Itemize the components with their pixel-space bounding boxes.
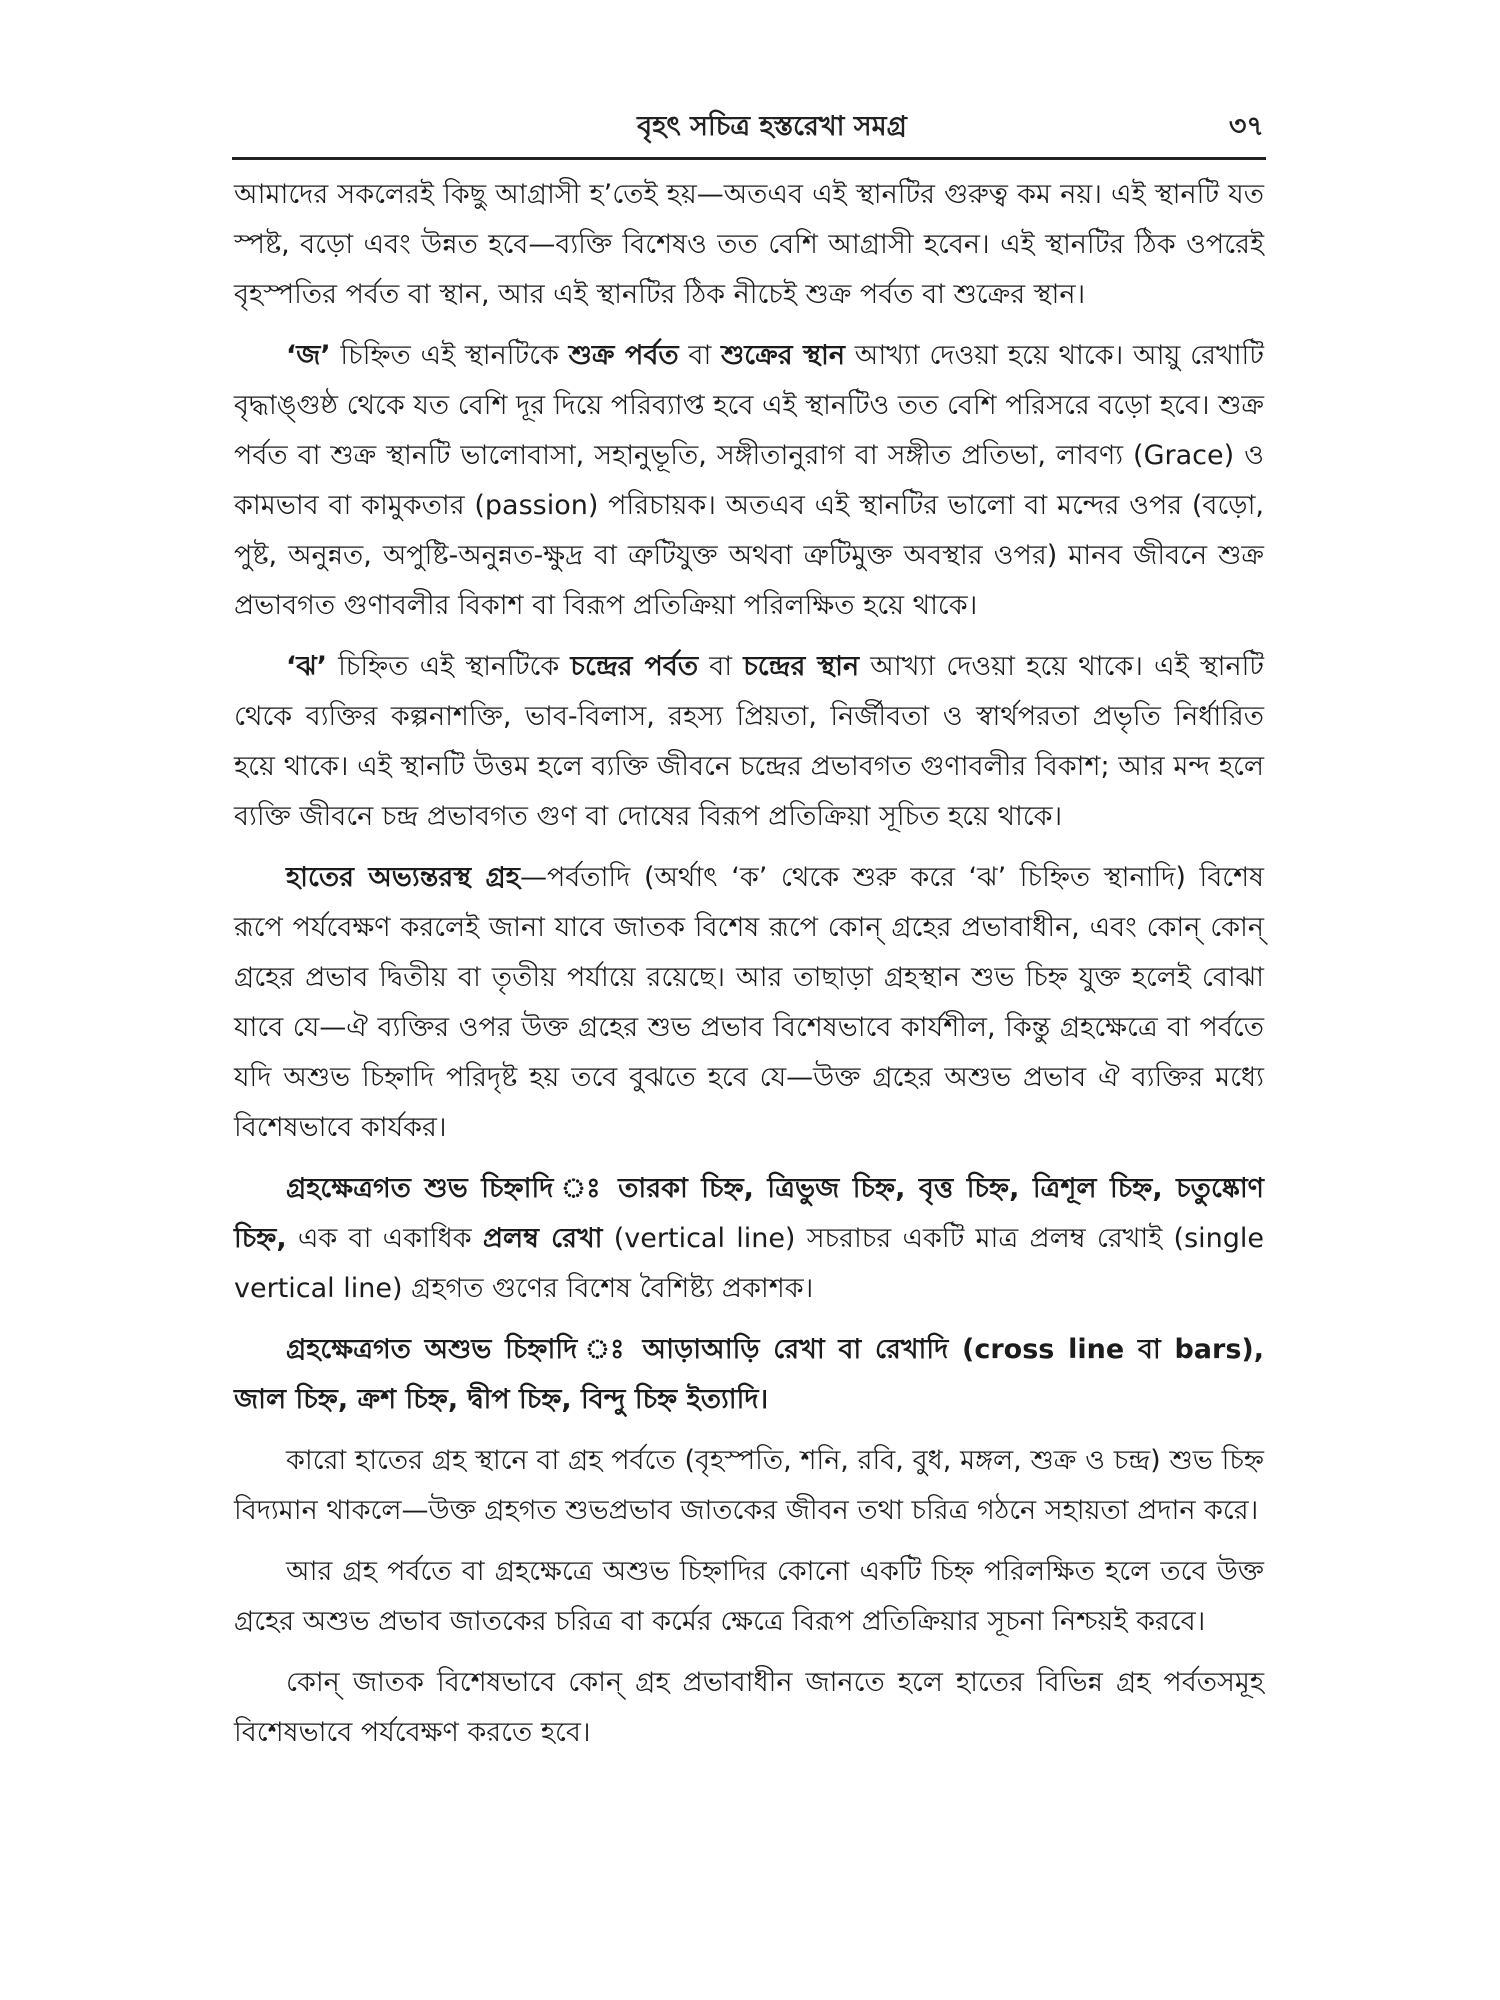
bold-text-run: ‘জ’ [286, 340, 331, 371]
bold-text-run: ‘ঝ’ [286, 651, 327, 682]
text-run: —পর্বতাদি (অর্থাৎ ‘ক’ থেকে শুরু করে ‘ঝ’ চিহ্নিত স্থানাদি) বিশেষ রূপে পর্যবেক্ষণ করলেই জানা যাবে জাতক বিশেষ রূপে কোন্ গ্রহের প্রভাবাধীন, এবং কোন্ কোন্ গ্রহের প্রভাব দ্বিতীয় বা তৃতীয় পর্যায়ে রয়েছে। আর তাছাড়া গ্রহস্থান শুভ চিহ্ন যুক্ত হলেই বোঝা যাবে যে—ঐ ব্যক্তির ওপর উক্ত গ্রহের শুভ প্রভাব বিশেষভাবে কার্যশীল, কিন্তু গ্রহক্ষেত্রে বা পর্বতে যদি অশুভ চিহ্নাদি পরিদৃষ্ট হয় তবে বুঝতে হবে যে—উক্ত গ্রহের অশুভ প্রভাব ঐ ব্যক্তির মধ্যে বিশেষভাবে কার্যকর। [234, 862, 1264, 1143]
paragraph [234, 1325, 1264, 1425]
text-run: বা [698, 651, 744, 682]
running-header [232, 103, 1266, 155]
text-run: কোন্ জাতক বিশেষভাবে কোন্ গ্রহ প্রভাবাধীন জানতে হলে হাতের বিভিন্ন গ্রহ পর্বতসমূহ বিশেষভাবে পর্যবেক্ষণ করতে হবে। [234, 1667, 1264, 1748]
text-run: কারো হাতের গ্রহ স্থানে বা গ্রহ পর্বতে (বৃহস্পতি, শনি, রবি, বুধ, মঙ্গল, শুক্র ও চন্দ্র) শুভ চিহ্ন বিদ্যমান থাকলে—উক্ত গ্রহগত শুভপ্রভাব জাতকের জীবন তথা চরিত্র গঠনে সহায়তা প্রদান করে। [234, 1445, 1264, 1526]
header-rule [232, 157, 1266, 160]
page-number: ৩৭ [1228, 111, 1264, 142]
paragraph [234, 853, 1264, 1153]
text-run: চিহ্নিত এই স্থানটিকে [326, 651, 571, 682]
text-run: (vertical line) সচরাচর একটি মাত্র প্রলম্ব রেখাই (single vertical line) গ্রহগত গুণের বিশেষ বৈশিষ্ট্য প্রকাশক। [234, 1223, 1264, 1304]
text-run: বা [678, 340, 722, 371]
paragraph [234, 642, 1264, 842]
book-title: বৃহৎ সচিত্র হস্তরেখা সমগ্র [637, 111, 907, 142]
bold-text-run: হাতের অভ্যন্তরস্থ গ্রহ [286, 862, 520, 893]
paragraph [234, 331, 1264, 631]
text-run: আমাদের সকলেরই কিছু আগ্রাসী হ’তেই হয়—অতএব এই স্থানটির গুরুত্ব কম নয়। এই স্থানটি যত স্পষ্ট, বড়ো এবং উন্নত হবে—ব্যক্তি বিশেষও তত বেশি আগ্রাসী হবেন। এই স্থানটির ঠিক ওপরেই বৃহস্পতির পর্বত বা স্থান, আর এই স্থানটির ঠিক নীচেই শুক্র পর্বত বা শুক্রের স্থান। [234, 179, 1264, 310]
paragraph [234, 1436, 1264, 1536]
bold-text-run: চন্দ্রের স্থান [743, 651, 860, 682]
bold-text-run: প্রলম্ব রেখা [482, 1223, 603, 1254]
paragraph [234, 170, 1264, 320]
bold-text-run: চন্দ্রের পর্বত [570, 651, 699, 682]
text-run: এক বা একাধিক [286, 1223, 483, 1254]
paragraph [234, 1547, 1264, 1647]
bold-text-run: গ্রহক্ষেত্রগত অশুভ চিহ্নাদি ঃ আড়াআড়ি রেখা বা রেখাদি (cross line বা bars), জাল চিহ্ন, ক্রশ চিহ্ন, দ্বীপ চিহ্ন, বিন্দু চিহ্ন ইত্যাদি। [234, 1334, 1264, 1415]
paragraph [234, 1658, 1264, 1758]
text-run: আখ্যা দেওয়া হয়ে থাকে। এই স্থানটি থেকে ব্যক্তির কল্পনাশক্তি, ভাব-বিলাস, রহস্য প্রিয়তা, নির্জীবতা ও স্বার্থপরতা প্রভৃতি নির্ধারিত হয়ে থাকে। এই স্থানটি উত্তম হলে ব্যক্তি জীবনে চন্দ্রের প্রভাবগত গুণাবলীর বিকাশ; আর মন্দ হলে ব্যক্তি জীবনে চন্দ্র প্রভাবগত গুণ বা দোষের বিরূপ প্রতিক্রিয়া সূচিত হয়ে থাকে। [234, 651, 1265, 832]
bold-text-run: শুক্রের স্থান [721, 340, 845, 371]
paragraph [234, 1164, 1264, 1314]
body-text [234, 170, 1264, 1758]
text-run: আখ্যা দেওয়া হয়ে থাকে। আয়ু রেখাটি বৃদ্ধাঙ্গুষ্ঠ থেকে যত বেশি দূর দিয়ে পরিব্যাপ্ত হবে এই স্থানটিও তত বেশি পরিসরে বড়ো হবে। শুক্র পর্বত বা শুক্র স্থানটি ভালোবাসা, সহানুভূতি, সঙ্গীতানুরাগ বা সঙ্গীত প্রতিভা, লাবণ্য (Grace) ও কামভাব বা কামুকতার (passion) পরিচায়ক। অতএব এই স্থানটির ভালো বা মন্দের ওপর (বড়ো, পুষ্ট, অনুন্নত, অপুষ্টি-অনুন্নত-ক্ষুদ্র বা ত্রুটিযুক্ত অথবা ত্রুটিমুক্ত অবস্থার ওপর) মানব জীবনে শুক্র প্রভাবগত গুণাবলীর বিকাশ বা বিরূপ প্রতিক্রিয়া পরিলক্ষিত হয়ে থাকে। [234, 340, 1264, 621]
bold-text-run: গ্রহক্ষেত্রগত শুভ চিহ্নাদি ঃ তারকা চিহ্ন, ত্রিভুজ চিহ্ন, বৃত্ত চিহ্ন, ত্রিশূল চিহ্ন, চতুষ্কোণ চিহ্ন, [234, 1173, 1264, 1254]
bold-text-run: শুক্র পর্বত [568, 340, 679, 371]
text-run: চিহ্নিত এই স্থানটিকে [330, 340, 569, 371]
text-run: আর গ্রহ পর্বতে বা গ্রহক্ষেত্রে অশুভ চিহ্নাদির কোনো একটি চিহ্ন পরিলক্ষিত হলে তবে উক্ত গ্রহের অশুভ প্রভাব জাতকের চরিত্র বা কর্মের ক্ষেত্রে বিরূপ প্রতিক্রিয়ার সূচনা নিশ্চয়ই করবে। [234, 1556, 1264, 1637]
